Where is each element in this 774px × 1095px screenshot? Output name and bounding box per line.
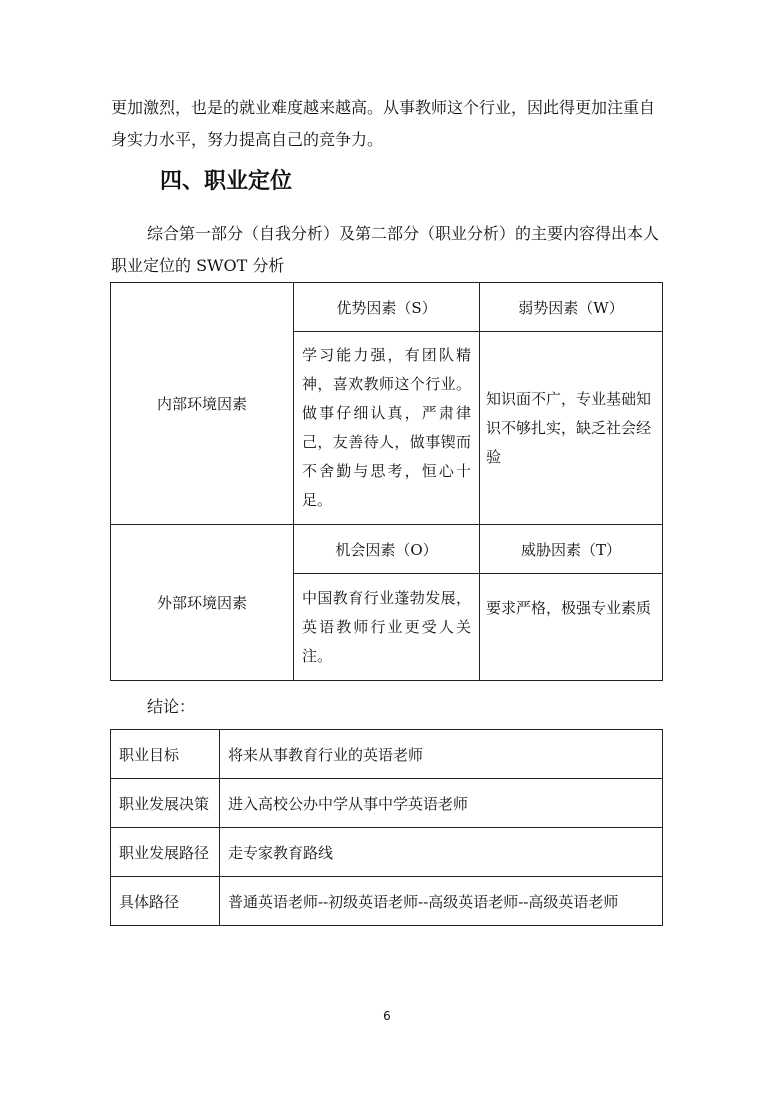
- row-key: 职业发展路径: [111, 828, 220, 877]
- section-heading: 四、职业定位: [160, 169, 293, 194]
- table-row: [111, 877, 663, 926]
- weaknesses-header: 弱势因素（W）: [480, 283, 663, 332]
- swot-intro-paragraph: 综合第一部分（自我分析）及第二部分（职业分析）的主要内容得出本人职业定位的 SWOT 分析: [111, 224, 660, 275]
- row-key: 职业目标: [111, 730, 220, 779]
- table-row: [111, 779, 663, 828]
- opportunities-content: 中国教育行业蓬勃发展，英语教师行业更受人关注。: [294, 574, 480, 681]
- row-value: 普通英语老师--初级英语老师--高级英语老师--高级英语老师: [220, 877, 663, 926]
- opportunities-header: 机会因素（O）: [294, 525, 480, 574]
- swot-table: [110, 282, 663, 681]
- intro-paragraph: 更加激烈，也是的就业难度越来越高。从事教师这个行业，因此得更加注重自身实力水平，努力提高自己的竞争力。: [111, 98, 656, 149]
- page-number: 6: [383, 1009, 391, 1023]
- row-key: 职业发展决策: [111, 779, 220, 828]
- row-value: 走专家教育路线: [220, 828, 663, 877]
- weaknesses-content: 知识面不广，专业基础知识不够扎实，缺乏社会经验: [480, 332, 663, 525]
- row-value: 进入高校公办中学从事中学英语老师: [220, 779, 663, 828]
- threats-content: 要求严格，极强专业素质: [480, 574, 663, 681]
- row-value: 将来从事教育行业的英语老师: [220, 730, 663, 779]
- table-row: [111, 730, 663, 779]
- strengths-header: 优势因素（S）: [294, 283, 480, 332]
- strengths-content: 学习能力强，有团队精神，喜欢教师这个行业。做事仔细认真，严肃律己，友善待人，做事锲而不舍勤与思考，恒心十足。: [294, 332, 480, 525]
- conclusion-table: [110, 729, 663, 926]
- row-key: 具体路径: [111, 877, 220, 926]
- threats-header: 威胁因素（T）: [480, 525, 663, 574]
- external-factors-label: 外部环境因素: [111, 525, 294, 681]
- conclusion-label: 结论：: [147, 697, 196, 716]
- internal-factors-label: 内部环境因素: [111, 283, 294, 525]
- table-row: [111, 828, 663, 877]
